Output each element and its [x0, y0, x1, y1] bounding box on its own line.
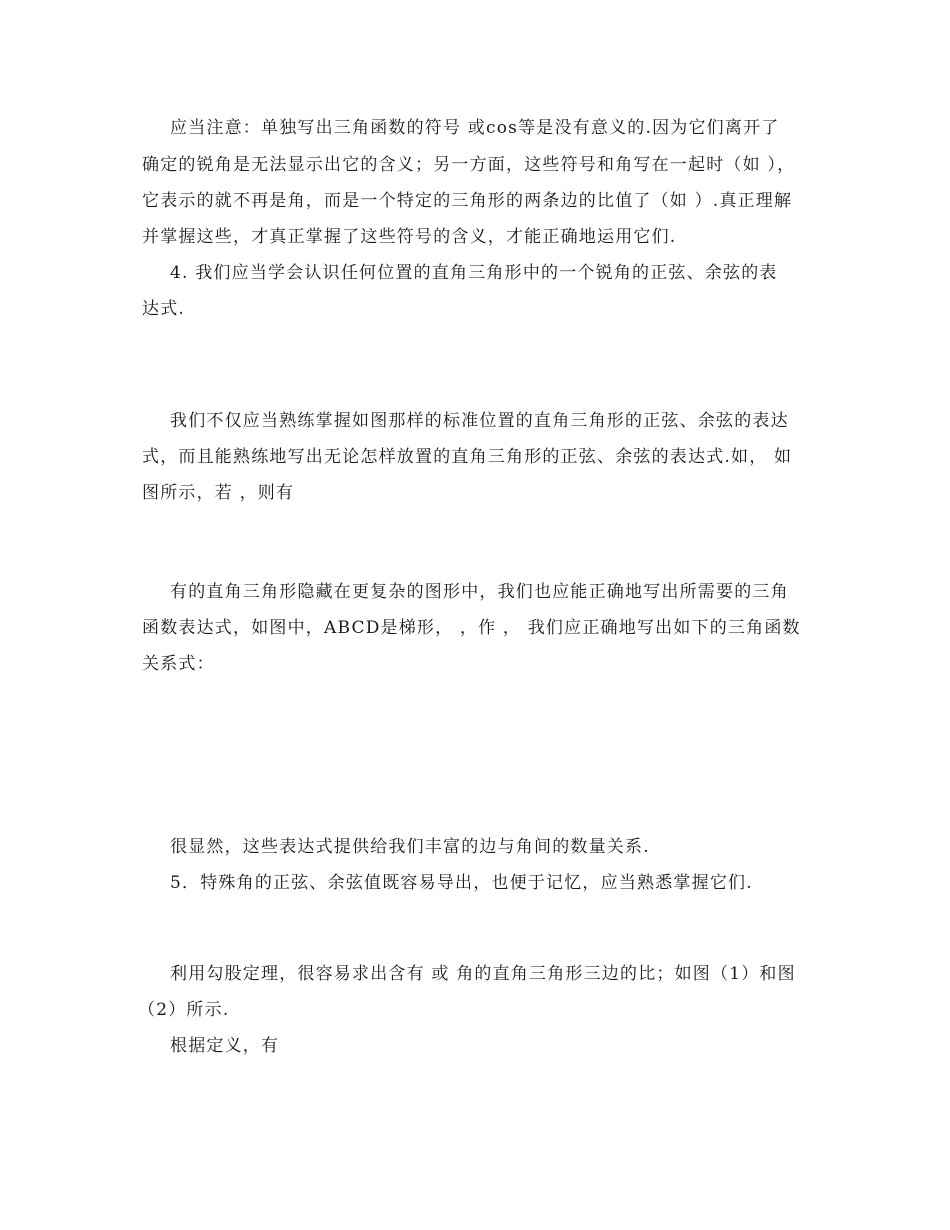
- text-line: （2）所示.: [138, 1000, 230, 1020]
- text-line: 式，而且能熟练地写出无论怎样放置的直角三角形的正弦、余弦的表达式.如， 如: [142, 447, 793, 467]
- text-line: 应当注意：单独写出三角函数的符号 或cos等是没有意义的.因为它们离开了: [170, 118, 780, 138]
- text-line: 图所示，若 ，则有: [142, 483, 295, 503]
- text-line: 利用勾股定理，很容易求出含有 或 角的直角三角形三边的比；如图（1）和图: [170, 964, 796, 984]
- text-line: 函数表达式，如图中，ABCD是梯形， ，作 ， 我们应正确地写出如下的三角函数: [142, 618, 801, 638]
- text-line: 确定的锐角是无法显示出它的含义；另一方面，这些符号和角写在一起时（如 ），: [142, 155, 796, 175]
- text-line: 根据定义，有: [170, 1036, 280, 1056]
- text-line: 达式.: [142, 299, 186, 319]
- text-line: 它表示的就不再是角，而是一个特定的三角形的两条边的比值了（如 ）.真正理解: [142, 191, 793, 211]
- text-line: 很显然，这些表达式提供给我们丰富的边与角间的数量关系.: [170, 837, 650, 857]
- text-line: 关系式：: [142, 654, 215, 674]
- text-line: 并掌握这些，才真正掌握了这些符号的含义，才能正确地运用它们.: [142, 227, 677, 247]
- text-line: 我们不仅应当熟练掌握如图那样的标准位置的直角三角形的正弦、余弦的表达: [170, 411, 789, 431]
- text-line: 4. 我们应当学会认识任何位置的直角三角形中的一个锐角的正弦、余弦的表: [170, 263, 778, 283]
- text-line: 5．特殊角的正弦、余弦值既容易导出，也便于记忆，应当熟悉掌握它们.: [170, 873, 753, 893]
- text-line: 有的直角三角形隐藏在更复杂的图形中，我们也应能正确地写出所需要的三角: [170, 582, 789, 602]
